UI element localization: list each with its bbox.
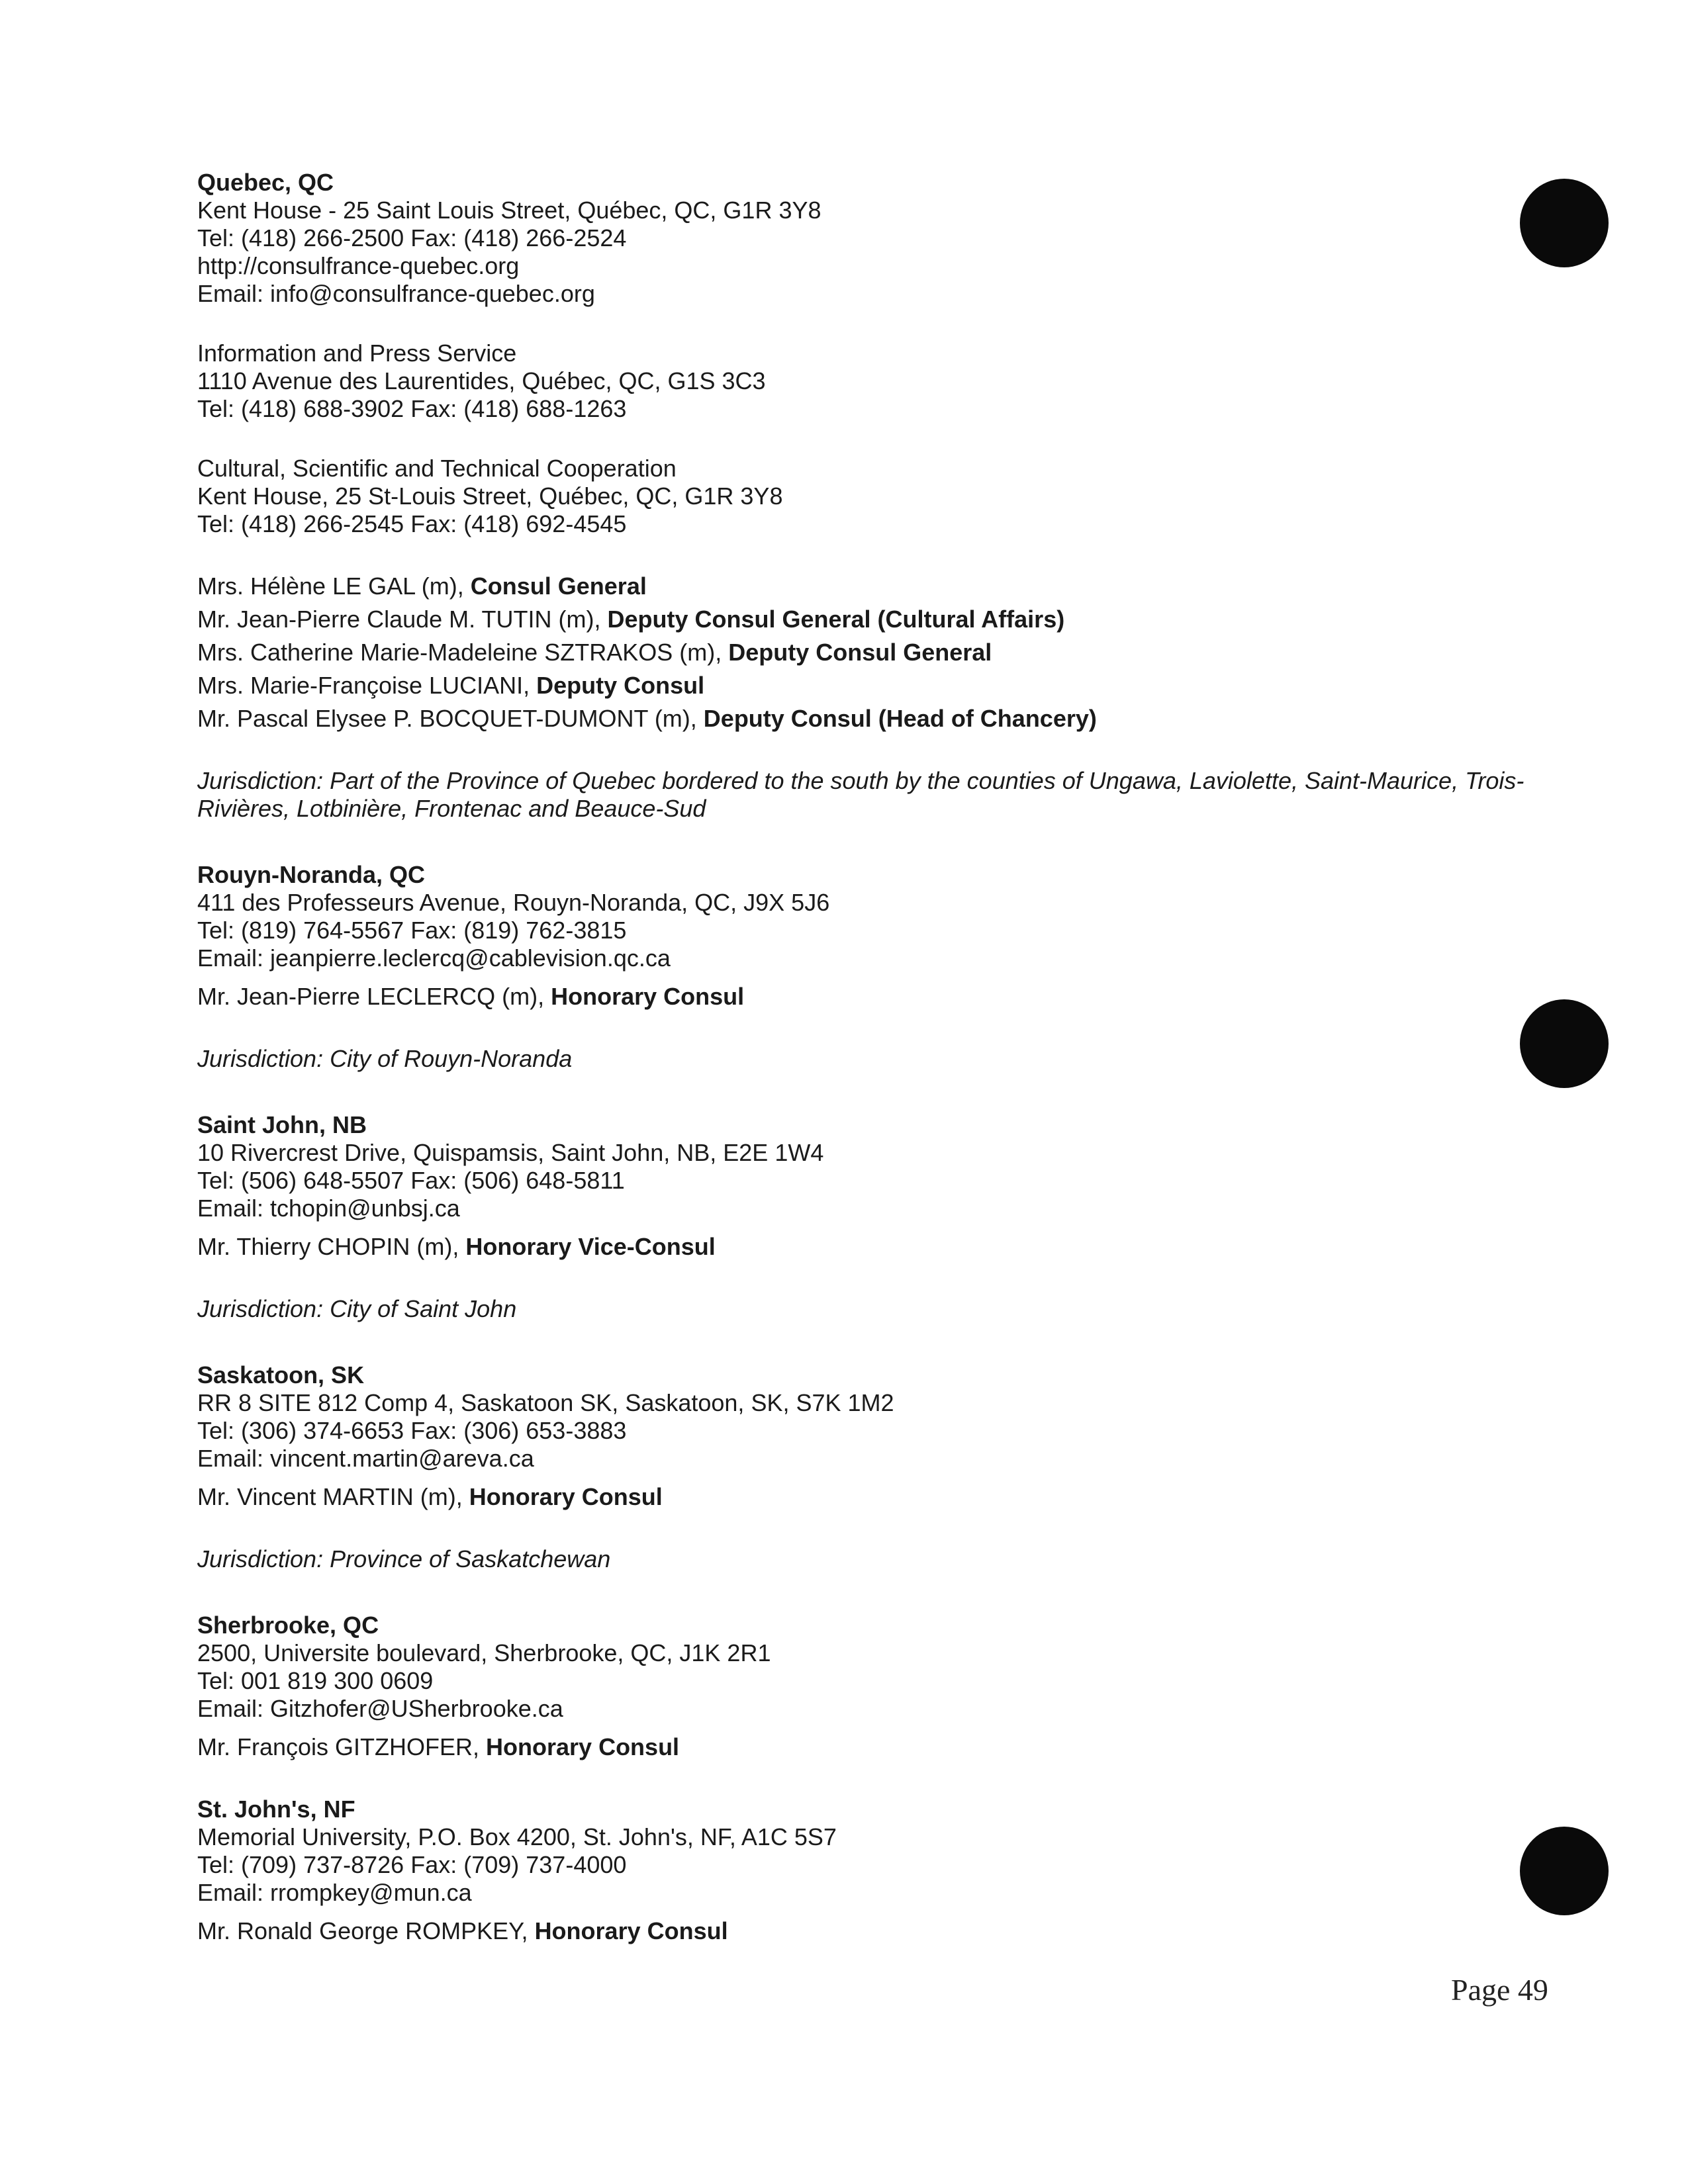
address-line: Kent House, 25 St-Louis Street, Québec, QC, G1R 3Y8 [197,482,783,510]
staff-name: Mr. Thierry CHOPIN (m), [197,1233,466,1260]
phone-line: Tel: (306) 374-6653 Fax: (306) 653-3883 [197,1417,627,1444]
phone-line: Tel: 001 819 300 0609 [197,1667,434,1694]
phone-line: Tel: (819) 764-5567 Fax: (819) 762-3815 [197,917,627,944]
address-block [197,197,1521,308]
staff-entry [197,570,1521,603]
phone-line: Tel: (418) 688-3902 Fax: (418) 688-1263 [197,395,627,422]
staff-entry [197,1731,1521,1764]
staff-name: Mr. Vincent MARTIN (m), [197,1483,469,1510]
phone-line: Tel: (709) 737-8726 Fax: (709) 737-4000 [197,1851,627,1878]
jurisdiction-note: Jurisdiction: Part of the Province of Quebec bordered to the south by the counties of Ungawa, Laviolette, Saint-Maurice, Trois-Rivières, Lotbinière, Frontenac and Beauce-Sud [197,767,1524,822]
phone-line: Tel: (506) 648-5507 Fax: (506) 648-5811 [197,1167,625,1194]
phone-line: Tel: (418) 266-2500 Fax: (418) 266-2524 [197,224,627,251]
email-link[interactable]: Email: rrompkey@mun.ca [197,1879,472,1906]
staff-list [197,570,1521,735]
page-number: Page 49 [1451,1973,1548,2007]
staff-role: Deputy Consul General (Cultural Affairs) [607,606,1065,633]
office-title: St. John's, NF [197,1796,355,1823]
directory-page [197,169,1524,1948]
office-title: Saskatoon, SK [197,1361,365,1388]
staff-entry [197,980,1521,1013]
staff-entry [197,1915,1521,1948]
office-title: Sherbrooke, QC [197,1612,379,1639]
email-link[interactable]: Email: Gitzhofer@USherbrooke.ca [197,1695,563,1722]
email-link[interactable]: Email: info@consulfrance-quebec.org [197,280,595,307]
staff-entry [197,1230,1521,1263]
staff-entry [197,702,1521,735]
address-line: RR 8 SITE 812 Comp 4, Saskatoon SK, Saskatoon, SK, S7K 1M2 [197,1389,894,1416]
staff-name: Mr. Jean-Pierre Claude M. TUTIN (m), [197,606,608,633]
staff-entry [197,1480,1521,1514]
phone-line: Tel: (418) 266-2545 Fax: (418) 692-4545 [197,510,627,537]
office-title: Saint John, NB [197,1111,367,1138]
website-link[interactable]: http://consulfrance-quebec.org [197,252,520,279]
address-line: 1110 Avenue des Laurentides, Québec, QC, G1S 3C3 [197,367,766,394]
service-name: Information and Press Service [197,340,517,367]
staff-name: Mrs. Catherine Marie-Madeleine SZTRAKOS (m), [197,639,729,666]
staff-role: Honorary Consul [469,1483,663,1510]
jurisdiction-note: Jurisdiction: Province of Saskatchewan [197,1545,611,1572]
jurisdiction-note: Jurisdiction: City of Saint John [197,1295,517,1322]
jurisdiction-note: Jurisdiction: City of Rouyn-Noranda [197,1045,573,1072]
staff-name: Mrs. Marie-Françoise LUCIANI, [197,672,537,699]
staff-entry [197,669,1521,702]
address-line: 411 des Professeurs Avenue, Rouyn-Noranda, QC, J9X 5J6 [197,889,830,916]
staff-name: Mr. François GITZHOFER, [197,1733,487,1760]
address-line: Memorial University, P.O. Box 4200, St. John's, NF, A1C 5S7 [197,1823,837,1850]
punch-hole-icon [1520,1827,1609,1915]
address-line: 10 Rivercrest Drive, Quispamsis, Saint John, NB, E2E 1W4 [197,1139,824,1166]
office-st-johns [197,1796,1521,1948]
office-sherbrooke [197,1612,1521,1764]
email-link[interactable]: Email: jeanpierre.leclercq@cablevision.qc.ca [197,944,671,972]
staff-role: Deputy Consul (Head of Chancery) [703,705,1097,732]
staff-entry [197,636,1521,669]
staff-name: Mr. Pascal Elysee P. BOCQUET-DUMONT (m), [197,705,704,732]
office-title: Quebec, QC [197,169,334,196]
address-line: 2500, Universite boulevard, Sherbrooke, QC, J1K 2R1 [197,1639,771,1666]
staff-role: Honorary Consul [486,1733,680,1760]
office-rouyn-noranda [197,861,1521,1073]
punch-hole-icon [1520,179,1609,267]
press-service-block [197,340,1521,423]
staff-name: Mrs. Hélène LE GAL (m), [197,572,471,600]
staff-role: Deputy Consul [536,672,705,699]
office-saint-john [197,1111,1521,1323]
cultural-cooperation-block [197,455,1521,538]
punch-hole-icon [1520,999,1609,1088]
staff-role: Deputy Consul General [728,639,992,666]
staff-role: Honorary Consul [534,1917,728,1944]
staff-entry [197,603,1521,636]
office-saskatoon [197,1361,1521,1573]
staff-role: Honorary Consul [551,983,745,1010]
email-link[interactable]: Email: tchopin@unbsj.ca [197,1195,460,1222]
address-line: Kent House - 25 Saint Louis Street, Québec, QC, G1R 3Y8 [197,197,821,224]
email-link[interactable]: Email: vincent.martin@areva.ca [197,1445,534,1472]
office-quebec [197,169,1524,823]
staff-role: Consul General [470,572,647,600]
office-title: Rouyn-Noranda, QC [197,861,426,888]
staff-name: Mr. Jean-Pierre LECLERCQ (m), [197,983,551,1010]
staff-name: Mr. Ronald George ROMPKEY, [197,1917,535,1944]
service-name: Cultural, Scientific and Technical Cooperation [197,455,677,482]
staff-role: Honorary Vice-Consul [465,1233,716,1260]
